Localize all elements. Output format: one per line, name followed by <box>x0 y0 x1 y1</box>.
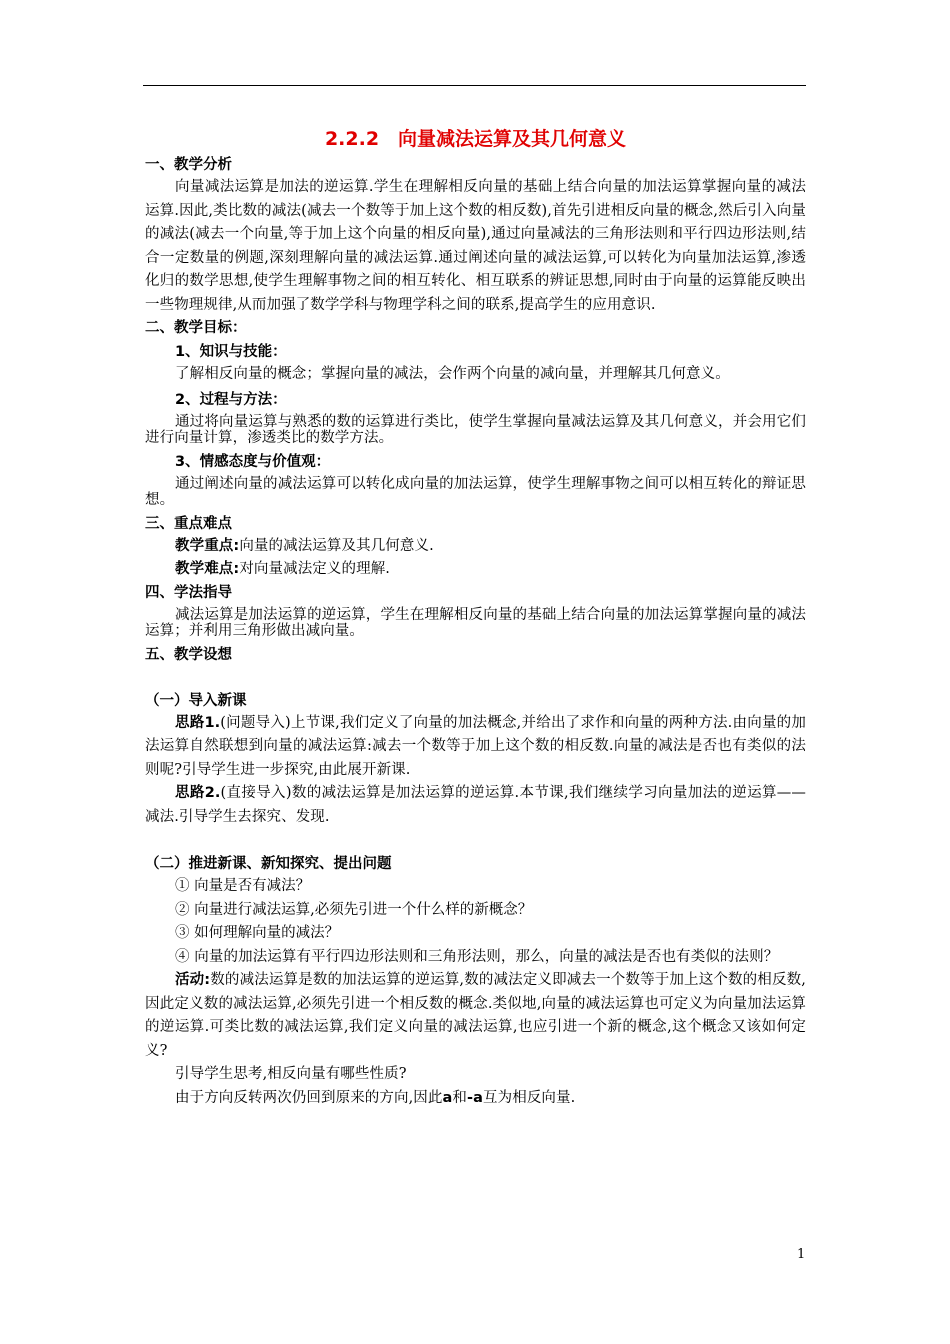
section-study-guide-heading: 四、学法指导 <box>145 584 232 601</box>
idea2-text: (直接导入)数的减法运算是加法运算的逆运算.本节课,我们继续学习向量加法的逆运算——减法.引导学生去探究、发现. <box>145 785 807 825</box>
activity-label: 活动: <box>175 972 211 988</box>
difficult-point-text: 对向量减法定义的理解. <box>239 561 391 577</box>
difficult-point-line <box>145 558 806 582</box>
section-teaching-goals-heading: 二、教学目标： <box>145 320 247 336</box>
guide-line: 引导学生思考,相反向量有哪些性质? <box>175 1066 407 1082</box>
vector-a: a <box>442 1089 453 1106</box>
opposite-vector-text-pre: 由于方向反转两次仍回到原来的方向,因此 <box>175 1089 443 1106</box>
idea2-paragraph <box>145 782 806 829</box>
document-title: 2.2.2 向量减法运算及其几何意义 <box>324 128 627 150</box>
goal-knowledge-title: 1、知识与技能： <box>175 344 287 360</box>
key-point-label: 教学重点: <box>175 537 240 554</box>
goal-process-title: 2、过程与方法： <box>175 391 287 408</box>
goal-attitude-text: 通过阐述向量的减法运算可以转化成向量的加法运算，使学生理解事物之间可以相互转化的辩证思想。 <box>145 475 806 508</box>
page-number: 1 <box>797 1247 806 1262</box>
section-key-points-heading: 三、重点难点 <box>145 515 232 532</box>
vector-neg-a: -a <box>467 1089 484 1106</box>
idea1-label: 思路1. <box>175 714 221 731</box>
header-rule <box>143 85 806 86</box>
key-point-text: 向量的减法运算及其几何意义. <box>239 537 434 554</box>
part-new-lesson-heading: （二）推进新课、新知探究、提出问题 <box>145 856 392 872</box>
activity-text: 数的减法运算是数的加法运算的逆运算,数的减法定义即减去一个数等于加上这个数的相反数,因此定义数的减法运算,必须先引进一个相反数的概念.类似地,向量的减法运算也可定义为向量加法运算的逆运算.可类比数的减法运算,我们定义向量的减法运算,也应引进一个新的概念,这个概念又该如何定义? <box>145 972 806 1059</box>
opposite-vector-text-post: 互为相反向量. <box>483 1089 576 1106</box>
opposite-vector-text-mid: 和 <box>452 1089 468 1106</box>
study-guide-paragraph: 减法运算是加法运算的逆运算，学生在理解相反向量的基础上结合向量的加法运算掌握向量的减法运算；并利用三角形做出减向量。 <box>145 606 806 639</box>
idea2-label: 思路2. <box>175 785 221 801</box>
idea1-paragraph <box>145 712 806 783</box>
goal-knowledge-text: 了解相反向量的概念；掌握向量的减法，会作两个向量的减向量，并理解其几何意义。 <box>175 366 730 382</box>
question-2: ② 向量进行减法运算,必须先引进一个什么样的新概念？ <box>175 901 533 918</box>
key-point-line <box>145 535 806 559</box>
goal-process-text: 通过将向量运算与熟悉的数的运算进行类比，使学生掌握向量减法运算及其几何意义，并会用它们进行向量计算，渗透类比的数学方法。 <box>145 413 806 446</box>
question-3: ③ 如何理解向量的减法？ <box>175 925 340 941</box>
idea1-text: (问题导入)上节课,我们定义了向量的加法概念,并给出了求作和向量的两种方法.由向量的加法运算自然联想到向量的减法运算:减去一个数等于加上这个数的相反数.向量的减法是否也有类似的法则呢?引导学生进一步探究,由此展开新课. <box>145 714 807 778</box>
spacer <box>145 829 806 853</box>
section-teaching-design-heading: 五、教学设想 <box>145 646 232 663</box>
activity-paragraph <box>145 969 806 1063</box>
opposite-vector-line <box>145 1087 806 1111</box>
difficult-point-label: 教学难点: <box>175 561 240 577</box>
goal-attitude-title: 3、情感态度与价值观： <box>175 453 331 470</box>
part-introduction-heading: （一）导入新课 <box>145 692 247 709</box>
document-page <box>145 126 806 1110</box>
question-4: ④ 向量的加法运算有平行四边形法则和三角形法则，那么，向量的减法是否也有类似的法则？ <box>175 948 779 965</box>
spacer <box>145 666 806 690</box>
question-1: ① 向量是否有减法？ <box>175 878 311 894</box>
teaching-analysis-paragraph: 向量减法运算是加法的逆运算.学生在理解相反向量的基础上结合向量的加法运算掌握向量的减法运算.因此,类比数的减法(减去一个数等于加上这个数的相反数),首先引进相反向量的概念,然后引入向量的减法(减去一个向量,等于加上这个向量的相反向量),通过向量减法的三角形法则和平行四边形法则,结合一定数量的例题,深刻理解向量的减法运算.通过阐述向量的减法运算,可以转化为向量加法运算,渗透化归的数学思想,使学生理解事物之间的相互转化、相互联系的辨证思想,同时由于向量的运算能反映出一些物理规律,从而加强了数学学科与物理学科之间的联系,提高学生的应用意识. <box>145 179 806 313</box>
section-teaching-analysis-heading: 一、教学分析 <box>145 157 232 173</box>
